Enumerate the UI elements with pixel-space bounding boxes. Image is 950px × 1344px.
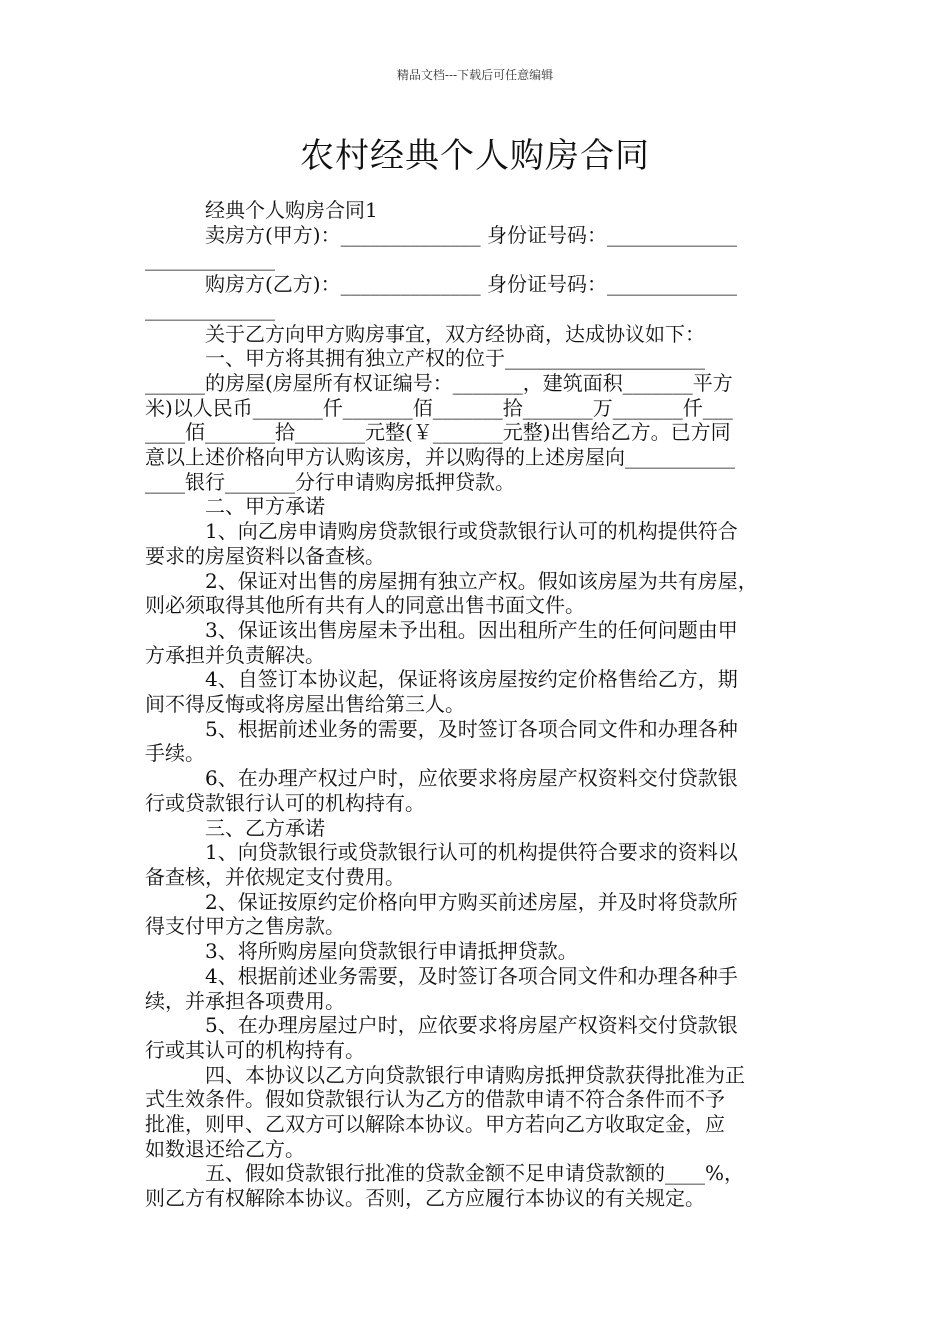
text-line: 得支付甲方之售房款。 xyxy=(145,914,345,939)
text-line: 续，并承担各项费用。 xyxy=(145,988,345,1013)
text-line: 3、将所购房屋向贷款银行申请抵押贷款。 xyxy=(145,939,578,964)
text-line: 购房方(乙方)：______________ 身份证号码：_____________ xyxy=(145,272,737,297)
text-line: 行或贷款银行认可的机构持有。 xyxy=(145,790,425,815)
text-line: 手续。 xyxy=(145,741,205,766)
text-line: _____________ xyxy=(145,296,275,321)
text-line: ____佰_______拾_______元整(￥_______元整)出售给乙方。已方同 xyxy=(145,420,731,445)
text-line: 行或其认可的机构持有。 xyxy=(145,1037,365,1062)
text-line: _____________ xyxy=(145,247,275,272)
text-line: ______的房屋(房屋所有权证编号：_______，建筑面积_______平方 xyxy=(145,370,733,395)
text-line: 5、在办理房屋过户时，应依要求将房屋产权资料交付贷款银 xyxy=(145,1013,738,1038)
text-line: ____银行_______分行申请购房抵押贷款。 xyxy=(145,469,515,494)
text-line: 三、乙方承诺 xyxy=(145,815,325,840)
document-title: 农村经典个人购房合同 xyxy=(300,136,650,176)
text-line: 2、保证按原约定价格向甲方购买前述房屋，并及时将贷款所 xyxy=(145,889,738,914)
text-line: 关于乙方向甲方购房事宜，双方经协商，达成协议如下： xyxy=(145,321,705,346)
text-line: 四、本协议以乙方向贷款银行申请购房抵押贷款获得批准为正 xyxy=(145,1062,745,1087)
text-line: 批准，则甲、乙双方可以解除本协议。甲方若向乙方收取定金，应 xyxy=(145,1112,725,1137)
text-line: 则乙方有权解除本协议。否则，乙方应履行本协议的有关规定。 xyxy=(145,1186,705,1211)
text-line: 5、根据前述业务的需要，及时签订各项合同文件和办理各种 xyxy=(145,716,738,741)
text-line: 1、向贷款银行或贷款银行认可的机构提供符合要求的资料以 xyxy=(145,840,738,865)
text-line: 一、甲方将其拥有独立产权的位于____________________ xyxy=(145,346,705,371)
text-line: 4、自签订本协议起，保证将该房屋按约定价格售给乙方，期 xyxy=(145,667,738,692)
text-line: 式生效条件。假如贷款银行认为乙方的借款申请不符合条件而不予 xyxy=(145,1087,725,1112)
text-line: 如数退还给乙方。 xyxy=(145,1136,305,1161)
text-line: 二、甲方承诺 xyxy=(145,494,325,519)
text-line: 备查核，并依规定支付费用。 xyxy=(145,864,405,889)
contract-body xyxy=(145,198,807,1211)
page-header: 精品文档---下载后可任意编辑 xyxy=(396,68,554,82)
text-line: 经典个人购房合同1 xyxy=(145,198,378,222)
text-line: 则必须取得其他所有共有人的同意出售书面文件。 xyxy=(145,593,585,618)
text-line: 6、在办理产权过户时，应依要求将房屋产权资料交付贷款银 xyxy=(145,766,738,791)
text-line: 五、假如贷款银行批准的贷款金额不足申请贷款额的____%， xyxy=(145,1161,745,1186)
text-line: 4、根据前述业务需要，及时签订各项合同文件和办理各种手 xyxy=(145,963,738,988)
text-line: 1、向乙房申请购房贷款银行或贷款银行认可的机构提供符合 xyxy=(145,519,738,544)
text-line: 方承担并负责解决。 xyxy=(145,642,325,667)
text-line: 间不得反悔或将房屋出售给第三人。 xyxy=(145,692,465,717)
text-line: 米)以人民币_______仟_______佰_______拾_______万_______仟___ xyxy=(145,395,733,420)
text-line: 要求的房屋资料以备查核。 xyxy=(145,543,385,568)
text-line: 2、保证对出售的房屋拥有独立产权。假如该房屋为共有房屋， xyxy=(145,568,758,593)
text-line: 3、保证该出售房屋未予出租。因出租所产生的任何问题由甲 xyxy=(145,617,738,642)
text-line: 意以上述价格向甲方认购该房，并以购得的上述房屋向___________ xyxy=(145,445,735,470)
text-line: 卖房方(甲方)：______________ 身份证号码：_____________ xyxy=(145,222,737,247)
